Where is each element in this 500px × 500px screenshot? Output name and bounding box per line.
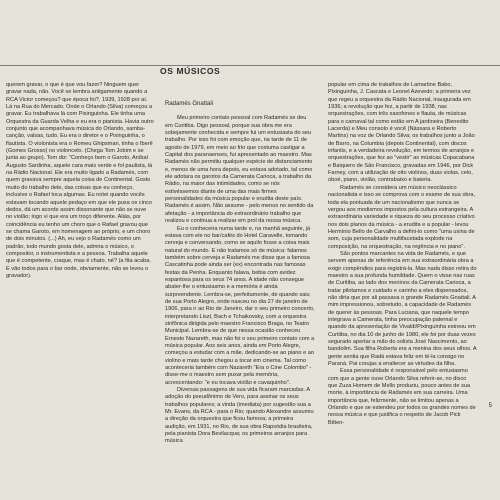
paragraph: São pontos marcantes na vida de Radamés, e que servem apenas de referência em sua extraordinária obra a exigir compêndios para registrá-la. Mas nada disso retira do maestro a sua profunda humildade. Quem o visse nas ruas de Curitiba, ao lado dos meninos da Camerata Carioca, a tratar pilotamos e cuidado e carinho a eles dispensados, não diria que por ali passava o grande Radamés Gnattali. A mim impressionou, sobretudo, a capacidade de Radamés de querer às pessoas. Para Luciana, que naquele tempo integrava a Camerata, tinha preocupação paternal e quando da apresentação de Vivaldi/Pixinguinha estreou em Curitiba, no dia 10 de junho de 1980, ele foi por duas vezes segurado apertar a mão do solista José Nascimento, ao bandolim. Sua filha Roberta era a menina dos seus olhos. A gente sentia que Radá estava feliz em té-la consigo no Paraná. Pai corujas a enaltecer as virtudes da filha. xyxy=(328,250,477,368)
text-column-middle xyxy=(165,101,315,446)
paragraph: Eu o conheceria numa tarde e, na manhã seguinte, já estava com ele no bar/cafés do Hotel Caravelle, tomando cerveja e conversando, como se aquilo fosse a coisa mais natural do mundo. E não tratamos só de música: falamos também sobre cerveja e Radamés me disse que a famosa Cascatinha pode ainda ser (ex) encontrada nas famosas festas da Penha. Enquanto falava, bebia com avidez espantosa para os seus 74 anos. A idade não consegue abater-lhe o entusiasmo e a memória é ainda surpreendente. Lembra-se, perfeitamente, de quando saiu de sua Porto Alegre, onde nasceu no dia 27 de janeiro de 1906, para ir ao Rio de Janeiro, dar o seu primeiro concerto, interpretando Liszt, Bach e Tchaikovsky, com a orquestra sinfônica dirigida pelo maestro Francisco Braga, no Teatro Municipal. Lembra-se de que nessa ocasião conheceu Ernesto Nazareth, mas não foi o seu primeiro contato com a música popular. Aos seis anos, ainda em Porto Alegre, começou a estudar com a mãe, dedicando-se ao piano e ao violino e mais tarde chegou a tocar em cinema. Tal como aconteceria também com Nazareth "Era o Cine Colombo" - disse-me o maestro sem puxar pela memória, acrescentando: "e eu tocava violão e cavaquinho". xyxy=(165,225,315,386)
paragraph: querem gravar, o que é que vou fazer? Ninguem quer gravar nada, não. Você se lembra antigamente quando a RCA Victor começou? que época foi?, 1939, 1928 por aí. Lá na Rua do Mercado. Onde o Orlando (Silva) começou a gravar. Eu trabalhava lá com Pixinguinha. Ele tinha uma Orquestra da Guarda Velha e eu era o pianista. Havia outro conjunto que acompanhava música do Orlando, samba-canção, valsas, tudo. Eu era o diretor e o Pixinguinha, o flautista. O violonista era o Romeu Ghipsman, tinha o Iberê (Gomes Grosso) no violoncelo. (Chega Tom Jobim e se junta ao grupo). Tom diz: "Conheço bem o Garoto, Aníbal Augusto Sardinha, aquele cara mais verde e fol paulista, lá na Rádio Nacional. Ele era muito ligado a Radamés, com quem gravava sempre aquela coisa de Continental. Gosto muito do trabalho dele, das coisas que eu conheço, inclusive o Rafael toca algumas. Eu notei quando vocês estavam tocando aquele pedaço em que ele puxa os cinco dedos, dá um acorde assim dissonante que não se ouve no violão; logo vi que era um troço diferente. Aliás, por coincidência eu tenho um choro que o Rafael gravou que se chama Garoto, em homenagem ao próprio, e um choro de dois minutos. (...) Ah, eu vejo o Radamés como um padrão, todo mundo gosta dele, admira o músico, o compositor, o instrumentista e a pessoa. Trabalha aquele que é competente, craque, mas é chato, né? (a fita acaba. E vão todos para o bar onde, obviamente, não se levou o gravador). xyxy=(6,82,154,279)
page-title: OS MÚSICOS xyxy=(160,66,221,76)
paragraph: popular em cima de trabalhos de Lamartine Babo, Pixinguinha, J. Cascata e Leonel Azevedo; a primeira vez que regeu a orquestra da Rádio Nacional, inaugurada em 1936; a revolução que fez, a partir de 1938, nas orquestrações, com três saxofones e flauta, de músicas para o carnaval tal como estão em A jardineira (Benedito Lacerda) e Meu consolo é você (Nássara e Roberto Martins) na voz de Orlando Silva; os trabalhos junto a João de Barro, na Columbia (depois Continental), com discos infantis, e a verdadeira revolução, em termos de arranjos e orquestrações, que fez ao "vestir" as músicas Copacabana e Baiquero de São Francisco, gravadas em 1946, por Dick Farney, com a utilização de oito violinos, duas violas, celo, oboé, piano, violão, contrabaixo e bateria. xyxy=(328,82,475,184)
paragraph: Diversas passagens de sua vida ficaram marcadas. A adoção do pseudônimo de Vero, para assinar os seus trabalhos populares; a vinda (imediata) por sugestão sua a Mr. Evans, da RCA - para o Rio; quando Alexandre assumiu a direção da orquestra que ficou famosa; a primeira audição, em 1931, no Rio, de sua obra Rapsódia brasileira, pela pianista Dora Bevilacqua; os primeiros arranjos para música xyxy=(165,387,314,445)
paragraph: Essa personalidade é responsável pelo entusiasmo com que a gente ouve Orlando Silva referir-se, no disco que Zuza Homem de Mello produziu, pouco antes de sua morte, à importância de Radamés em sua carreira. Uma importância que, felizmente, não se limitou apenas a Orlando e que se estendeu por todos os grandes nomes de nossa música e que justifica o respeito de Jacob Pick Bitten- xyxy=(328,368,476,426)
text-column-left xyxy=(6,82,154,280)
header-rule xyxy=(0,65,500,66)
text-column-right xyxy=(328,82,477,427)
page-number: 5 xyxy=(488,403,492,409)
paragraph: Radamés se considera um músico neoclássico nacionalista e isso se comprova com o exame de sua obra, toda ela pontuada de um nacionalismo que nunca se vergou aos modismos impostos pela cultura estrangeira. A extraordinária variedade e riqueza do seu processo criativo nos dois planos da música - a erudita e a popular - levou Hermínio Bello de Carvalho a defini-lo como "uma usina de som, cuja personalidade multifacetada explode na composição, na orquestração, na regência e no piano". xyxy=(328,184,476,250)
section-subheading: Radamés Gnattali xyxy=(165,101,214,107)
paragraph: Meu primeiro contato pessoal com Radamés se deu em Curitiba. Digo pessoal, porque sua obra me era sobejamente conhecida e sempre fui um entusiasta do seu trabalho. Por isso foi com emoção que, na tarde de 11 de agosto de 1979, em meio ao frio que costuma castigar a Capital dos paranaenses, fui apresentado ao maestro. Mas Radamés não permitiu qualquer espécie de distanciamento e, menos de uma hora depois, eu estava adotado, tal como ele adotara os garotos da Camerata Carioca, a trabalho da Rádio, na maior das intimidades, como se nós estivéssemos diante de uma das mais firmes personalidades da música popular e erudita deste país. Radamés é assim. Não assume - pelo menos no sentido da afetação - a importância do extraordinário trabalho que realizou e continua a realizar em prol da nossa música. xyxy=(165,115,314,225)
